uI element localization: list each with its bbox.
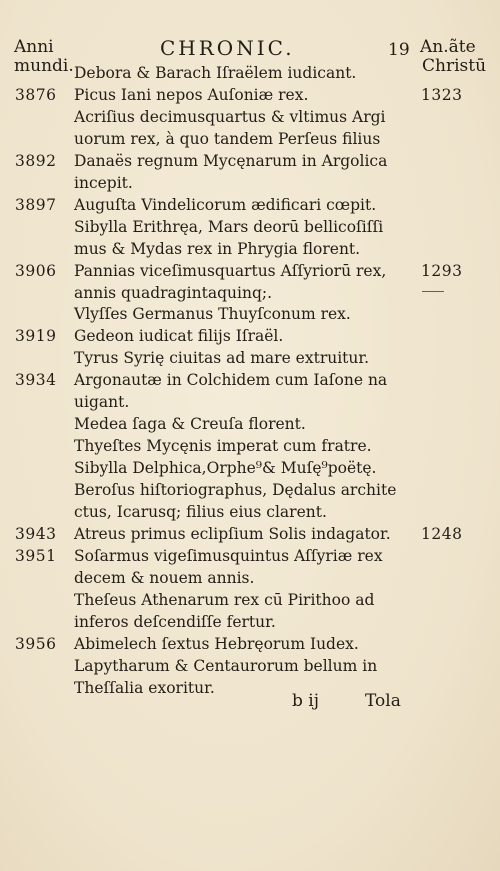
chronicle-line xyxy=(0,62,500,84)
page-number: 19 xyxy=(388,40,410,60)
year-ante-christum: 1248 xyxy=(421,524,463,543)
entry-text: Gedeon iudicat filijs Iſraël. xyxy=(74,327,284,346)
chronicle-line xyxy=(0,545,500,567)
entry-text: Sibylla Erithręa, Mars deorū bellicoſiſſi xyxy=(74,217,384,236)
entry-text: Argonautæ in Colchidem cum Iaſone na xyxy=(74,371,388,390)
year-anni-mundi: 3943 xyxy=(15,524,57,543)
entry-text: uigant. xyxy=(74,393,130,412)
entry-text: Sibylla Delphica,Orphe⁹& Muſę⁹poëtę. xyxy=(74,459,377,478)
entry-text: Acriſius decimusquartus & vltimus Argi xyxy=(74,107,386,126)
chronicle-line xyxy=(0,611,500,633)
chronicle-line xyxy=(0,260,500,282)
chronicle-line xyxy=(0,194,500,216)
entry-text: Thyeſtes Mycęnis imperat cum fratre. xyxy=(74,437,372,456)
entry-text: Picus Iani nepos Auſoniæ rex. xyxy=(74,85,309,104)
chronicle-line xyxy=(0,457,500,479)
right-heading-line1: An.ãte xyxy=(420,37,476,57)
entry-text: Debora & Barach Iſraëlem iudicant. xyxy=(74,64,357,82)
entry-text: inferos deſcendiſſe fertur. xyxy=(74,612,276,631)
entry-text: Abimelech ſextus Hebręorum Iudex. xyxy=(74,634,359,653)
year-anni-mundi: 3934 xyxy=(15,371,57,390)
year-anni-mundi: 3919 xyxy=(15,327,57,346)
left-heading-line1: Anni xyxy=(14,37,54,57)
year-anni-mundi: 3956 xyxy=(15,634,57,653)
entry-text: Medea ſaga & Creuſa florent. xyxy=(74,415,306,434)
entry-text: Theſeus Athenarum rex cū Pirithoo ad xyxy=(74,590,375,609)
chronicle-line xyxy=(0,633,500,655)
chronicle-line xyxy=(0,238,500,260)
entry-text: ctus, Icarusq; filius eius clarent. xyxy=(74,503,327,521)
entry-text: annis quadragintaquinq;. xyxy=(74,283,273,302)
year-anni-mundi: 3951 xyxy=(15,546,57,565)
entry-text: Theſſalia exoritur. xyxy=(74,678,215,697)
entry-text: incepit. xyxy=(74,173,133,192)
year-anni-mundi: 3897 xyxy=(15,195,57,214)
chronicle-line xyxy=(0,106,500,128)
entry-text: Danaës regnum Mycęnarum in Argolica xyxy=(74,151,388,170)
entry-text: Lapytharum & Centaurorum bellum in xyxy=(74,656,378,675)
year-anni-mundi: 3892 xyxy=(15,151,57,170)
chronicle-line xyxy=(0,216,500,238)
chronicle-line xyxy=(0,391,500,413)
entry-text: decem & nouem annis. xyxy=(74,568,255,587)
margin-rule xyxy=(422,291,444,292)
chronicle-line xyxy=(0,479,500,501)
entry-text: Vlyſſes Germanus Thuyſconum rex. xyxy=(74,305,351,324)
chronicle-line xyxy=(0,567,500,589)
chronicle-line xyxy=(0,347,500,369)
left-heading-line2: mundi. xyxy=(14,56,74,76)
year-anni-mundi: 3906 xyxy=(15,261,57,280)
chronicle-line xyxy=(0,677,500,699)
chronicle-line xyxy=(0,303,500,325)
chronicle-line xyxy=(0,84,500,106)
entry-text: uorum rex, à quo tandem Perſeus filius xyxy=(74,129,381,148)
chronicle-line xyxy=(0,369,500,391)
chronicle-line xyxy=(0,150,500,172)
entry-text: Auguſta Vindelicorum ædificari cœpit. xyxy=(74,195,377,214)
chronicle-line xyxy=(0,325,500,347)
entry-text: Tyrus Syrię ciuitas ad mare extruitur. xyxy=(74,349,370,368)
year-ante-christum: 1323 xyxy=(421,85,463,104)
chronicle-line xyxy=(0,282,500,304)
chronicle-line xyxy=(0,655,500,677)
chronicle-line xyxy=(0,128,500,150)
chronicle-line xyxy=(0,435,500,457)
entry-text: Atreus primus eclipſium Solis indagator. xyxy=(74,524,391,543)
chronicle-line xyxy=(0,172,500,194)
entry-text: Soſarmus vigeſimusquintus Aſſyriæ rex xyxy=(74,546,383,565)
chronicle-line xyxy=(0,413,500,435)
right-heading-line2: Christū xyxy=(422,56,487,76)
chronicle-line xyxy=(0,501,500,523)
catchword: Tola xyxy=(365,691,401,711)
year-ante-christum: 1293 xyxy=(421,261,463,280)
signature-mark: b ij xyxy=(292,691,319,711)
chronicle-line xyxy=(0,523,500,545)
year-anni-mundi: 3876 xyxy=(15,85,57,104)
chronicle-line xyxy=(0,589,500,611)
entry-text: mus & Mydas rex in Phrygia florent. xyxy=(74,239,361,258)
entry-text: Beroſus hiſtoriographus, Dędalus archite xyxy=(74,481,397,500)
running-title: CHRONIC. xyxy=(160,36,295,60)
entry-text: Pannias viceſimusquartus Aſſyriorū rex, xyxy=(74,261,387,280)
